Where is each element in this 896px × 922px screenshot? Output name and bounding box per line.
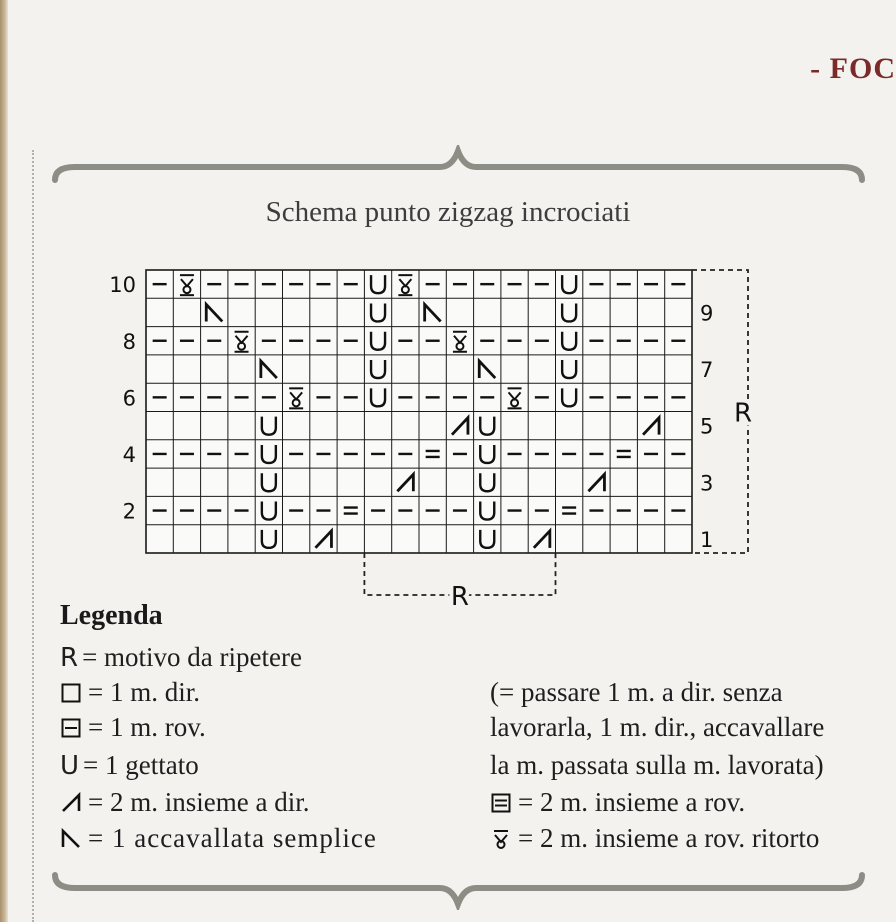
legend-note-line-3: [490, 750, 824, 781]
legend-item-skp: [60, 823, 377, 854]
legend-text-p2tog: = 2 m. insieme a rov.: [518, 787, 746, 817]
row-number-right: 9: [700, 301, 714, 326]
bottom-brace-divider: [0, 870, 896, 910]
row-number-right: 7: [700, 358, 714, 383]
legend-note-2: lavorarla, 1 m. dir., accavallare: [490, 712, 825, 742]
row-number-left: 6: [122, 386, 136, 411]
corner-heading: - FOC: [810, 52, 896, 85]
legend-title: Legenda: [60, 600, 163, 631]
right-slant-icon: [60, 790, 82, 816]
row-number-right: 1: [700, 527, 714, 552]
legend-item-p2tog: [490, 787, 745, 818]
row-number-left: 8: [122, 329, 136, 354]
left-slant-icon: [60, 826, 82, 852]
legend-text-p2tog-tbl: = 2 m. insieme a rov. ritorto: [518, 823, 820, 853]
legend-text-k2tog: = 2 m. insieme a dir.: [88, 787, 310, 817]
equals-square-icon: [490, 790, 512, 816]
legend-text-yarnover: = 1 gettato: [83, 750, 199, 780]
row-number-left: 4: [122, 442, 136, 467]
legend-note-line-2: [490, 712, 824, 743]
legend-text-knit: = 1 m. dir.: [88, 677, 200, 707]
legend-item-repeat: [60, 642, 302, 673]
row-number-right: 3: [700, 471, 714, 496]
row-number-left: 10: [109, 273, 136, 298]
vertical-repeat-label: R: [734, 398, 753, 429]
row-number-left: 2: [122, 499, 136, 524]
legend-item-p2tog-tbl: [490, 823, 819, 854]
legend-item-yarnover: [60, 750, 199, 781]
legend-note-line-1: [490, 677, 783, 708]
dash-square-icon: [60, 715, 82, 741]
row-number-right: 5: [700, 414, 714, 439]
legend-item-k2tog: [60, 787, 309, 818]
legend-note-1: (= passare 1 m. a dir. senza: [490, 677, 783, 707]
legend-text-purl: = 1 m. rov.: [88, 712, 206, 742]
yarnover-symbol: U: [60, 750, 80, 781]
horizontal-repeat-label: R: [450, 582, 469, 612]
chart-title: Schema punto zigzag incrociati: [265, 196, 631, 228]
twisted-purl-icon: [490, 826, 512, 852]
legend-text-repeat: = motivo da ripetere: [82, 642, 302, 672]
legend-item-knit: [60, 677, 200, 708]
legend-item-purl: [60, 712, 206, 743]
empty-square-icon: [60, 680, 82, 706]
legend-text-skp: = 1 accavallata semplice: [88, 823, 377, 853]
legend-note-3: la m. passata sulla m. lavorata): [490, 750, 824, 780]
repeat-symbol: R: [60, 642, 79, 673]
